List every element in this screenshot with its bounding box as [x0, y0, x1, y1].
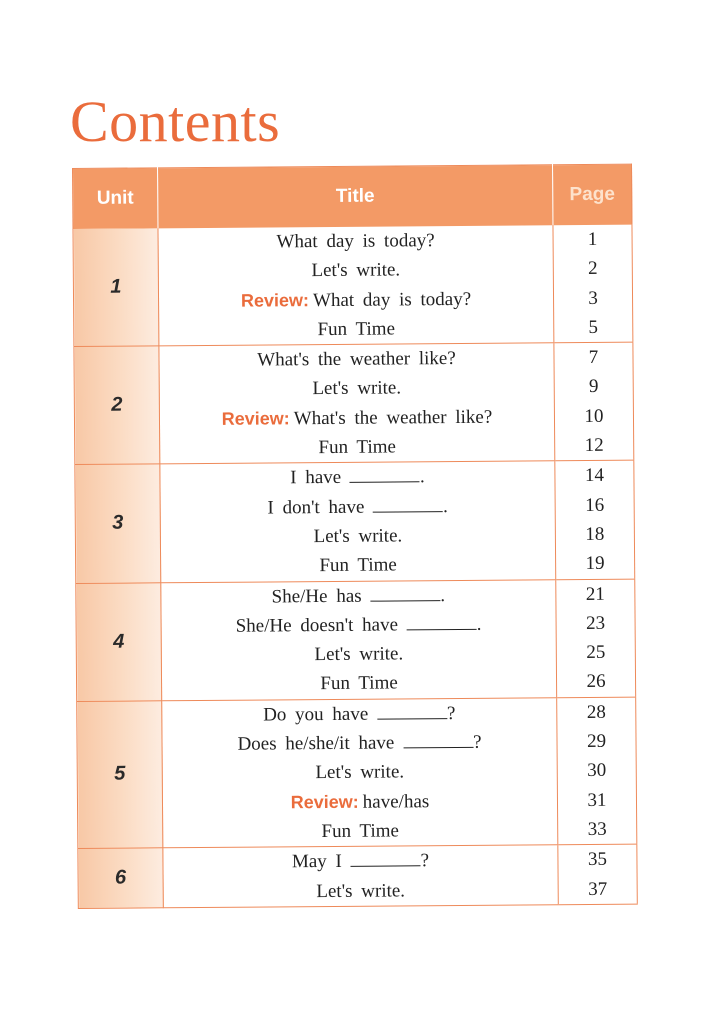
entry-title: Fun Time — [320, 672, 398, 695]
unit-column-header: Unit — [73, 168, 158, 229]
entry-title: Let's write. — [312, 377, 402, 400]
page-numbers — [556, 579, 636, 698]
toc-entry[interactable] — [159, 255, 553, 287]
page-number: 12 — [584, 434, 604, 457]
entry-title: I don't have — [267, 496, 365, 519]
fill-in-blank — [407, 613, 477, 631]
toc-entry[interactable] — [161, 609, 555, 641]
entry-title: Fun Time — [319, 554, 397, 577]
entry-punctuation: ? — [420, 850, 430, 872]
fill-in-blank — [403, 731, 473, 749]
lesson-titles — [162, 697, 558, 848]
page-numbers — [555, 460, 635, 579]
page-column-header: Page — [552, 164, 631, 225]
unit-number: 2 — [74, 346, 160, 465]
toc-entry[interactable] — [159, 313, 553, 345]
page-number: 31 — [587, 789, 607, 811]
review-label: Review: — [290, 791, 359, 812]
toc-entry[interactable] — [160, 462, 554, 494]
unit-row — [73, 225, 633, 347]
entry-punctuation: ? — [472, 731, 482, 753]
unit-row — [74, 342, 634, 465]
toc-entry[interactable] — [161, 549, 555, 581]
entry-title: Fun Time — [321, 820, 400, 842]
entry-title: Does he/she/it have — [237, 732, 395, 755]
toc-entry[interactable] — [163, 786, 557, 818]
toc-entry[interactable] — [159, 343, 553, 375]
toc-entry[interactable] — [162, 668, 556, 700]
entry-title: Do you have — [263, 703, 369, 726]
entry-title: What's the weather like? — [257, 348, 456, 371]
entry-punctuation: . — [440, 584, 446, 606]
unit-number: 1 — [73, 228, 159, 346]
entry-title: Let's write. — [311, 259, 401, 282]
contents-body — [73, 225, 637, 909]
page-number: 28 — [586, 701, 606, 723]
page-number: 19 — [585, 553, 605, 575]
entry-punctuation: ? — [446, 702, 456, 724]
lesson-titles — [158, 225, 554, 346]
page-number: 1 — [587, 228, 598, 250]
page-number: 7 — [588, 347, 599, 369]
unit-number: 3 — [75, 464, 161, 583]
page-numbers — [553, 225, 633, 343]
toc-entry[interactable] — [160, 431, 554, 463]
fill-in-blank — [373, 495, 443, 513]
table-header-row — [73, 164, 632, 229]
page-number: 3 — [588, 287, 598, 309]
toc-entry[interactable] — [160, 402, 554, 434]
entry-title: Fun Time — [318, 436, 396, 459]
toc-entry[interactable] — [162, 638, 556, 670]
page-number: 26 — [586, 671, 606, 693]
page-number: 5 — [588, 316, 599, 338]
toc-entry[interactable] — [162, 727, 556, 759]
toc-entry[interactable] — [164, 875, 558, 907]
entry-punctuation: . — [443, 495, 448, 517]
unit-number: 4 — [76, 582, 162, 701]
toc-entry[interactable] — [160, 373, 554, 405]
page-number: 16 — [585, 494, 605, 516]
title-column-header: Title — [158, 165, 553, 229]
page-number: 9 — [588, 376, 599, 398]
page-number: 23 — [586, 612, 606, 634]
toc-entry[interactable] — [163, 757, 557, 789]
unit-row — [77, 697, 637, 849]
toc-entry[interactable] — [158, 225, 552, 257]
entry-title: Let's write. — [313, 525, 403, 548]
review-label: Review: — [240, 289, 310, 311]
entry-title: Let's write. — [316, 879, 406, 902]
page-number: 33 — [587, 818, 607, 840]
entry-title: I have — [290, 467, 342, 489]
page-numbers — [554, 342, 634, 461]
toc-entry[interactable] — [159, 284, 553, 316]
unit-number: 5 — [77, 701, 163, 849]
toc-entry[interactable] — [161, 491, 555, 523]
entry-title: have/has — [362, 790, 430, 813]
fill-in-blank — [377, 702, 447, 720]
entry-punctuation: . — [419, 466, 425, 488]
toc-entry[interactable] — [162, 698, 556, 730]
unit-row — [75, 460, 635, 583]
entry-title: She/He doesn't have — [235, 614, 399, 637]
fill-in-blank — [350, 466, 420, 484]
entry-title: She/He has — [271, 585, 362, 608]
page-number: 2 — [587, 258, 598, 280]
entry-title: May I — [291, 851, 342, 873]
page-number: 25 — [586, 641, 606, 664]
toc-entry[interactable] — [161, 580, 555, 612]
page-number: 29 — [586, 730, 607, 753]
review-label: Review: — [221, 408, 290, 429]
entry-punctuation: . — [476, 613, 482, 635]
page-number: 35 — [587, 849, 608, 871]
lesson-titles — [163, 845, 558, 908]
toc-entry[interactable] — [163, 845, 557, 877]
entry-title: What day is today? — [276, 230, 435, 253]
page-number: 18 — [585, 523, 605, 545]
entry-title: Let's write. — [315, 761, 405, 784]
entry-title: What's the weather like? — [293, 406, 493, 430]
toc-entry[interactable] — [161, 520, 555, 552]
entry-title: Fun Time — [317, 318, 396, 340]
unit-number: 6 — [78, 848, 163, 908]
lesson-titles — [161, 579, 557, 700]
entry-title: Let's write. — [314, 643, 404, 666]
toc-entry[interactable] — [163, 815, 557, 847]
page-title: Contents — [70, 89, 281, 154]
lesson-titles — [160, 461, 556, 582]
fill-in-blank — [370, 584, 440, 602]
lesson-titles — [159, 343, 555, 464]
page-number: 30 — [587, 760, 607, 782]
page-numbers — [558, 844, 637, 904]
contents-table — [72, 164, 638, 909]
page-numbers — [557, 697, 637, 845]
page-number: 21 — [585, 583, 605, 605]
fill-in-blank — [350, 850, 420, 868]
unit-row — [76, 579, 636, 702]
page-number: 37 — [588, 878, 608, 900]
entry-title: What day is today? — [312, 288, 472, 311]
page-number: 14 — [584, 465, 605, 487]
unit-row — [78, 844, 637, 908]
page-number: 10 — [584, 405, 604, 427]
